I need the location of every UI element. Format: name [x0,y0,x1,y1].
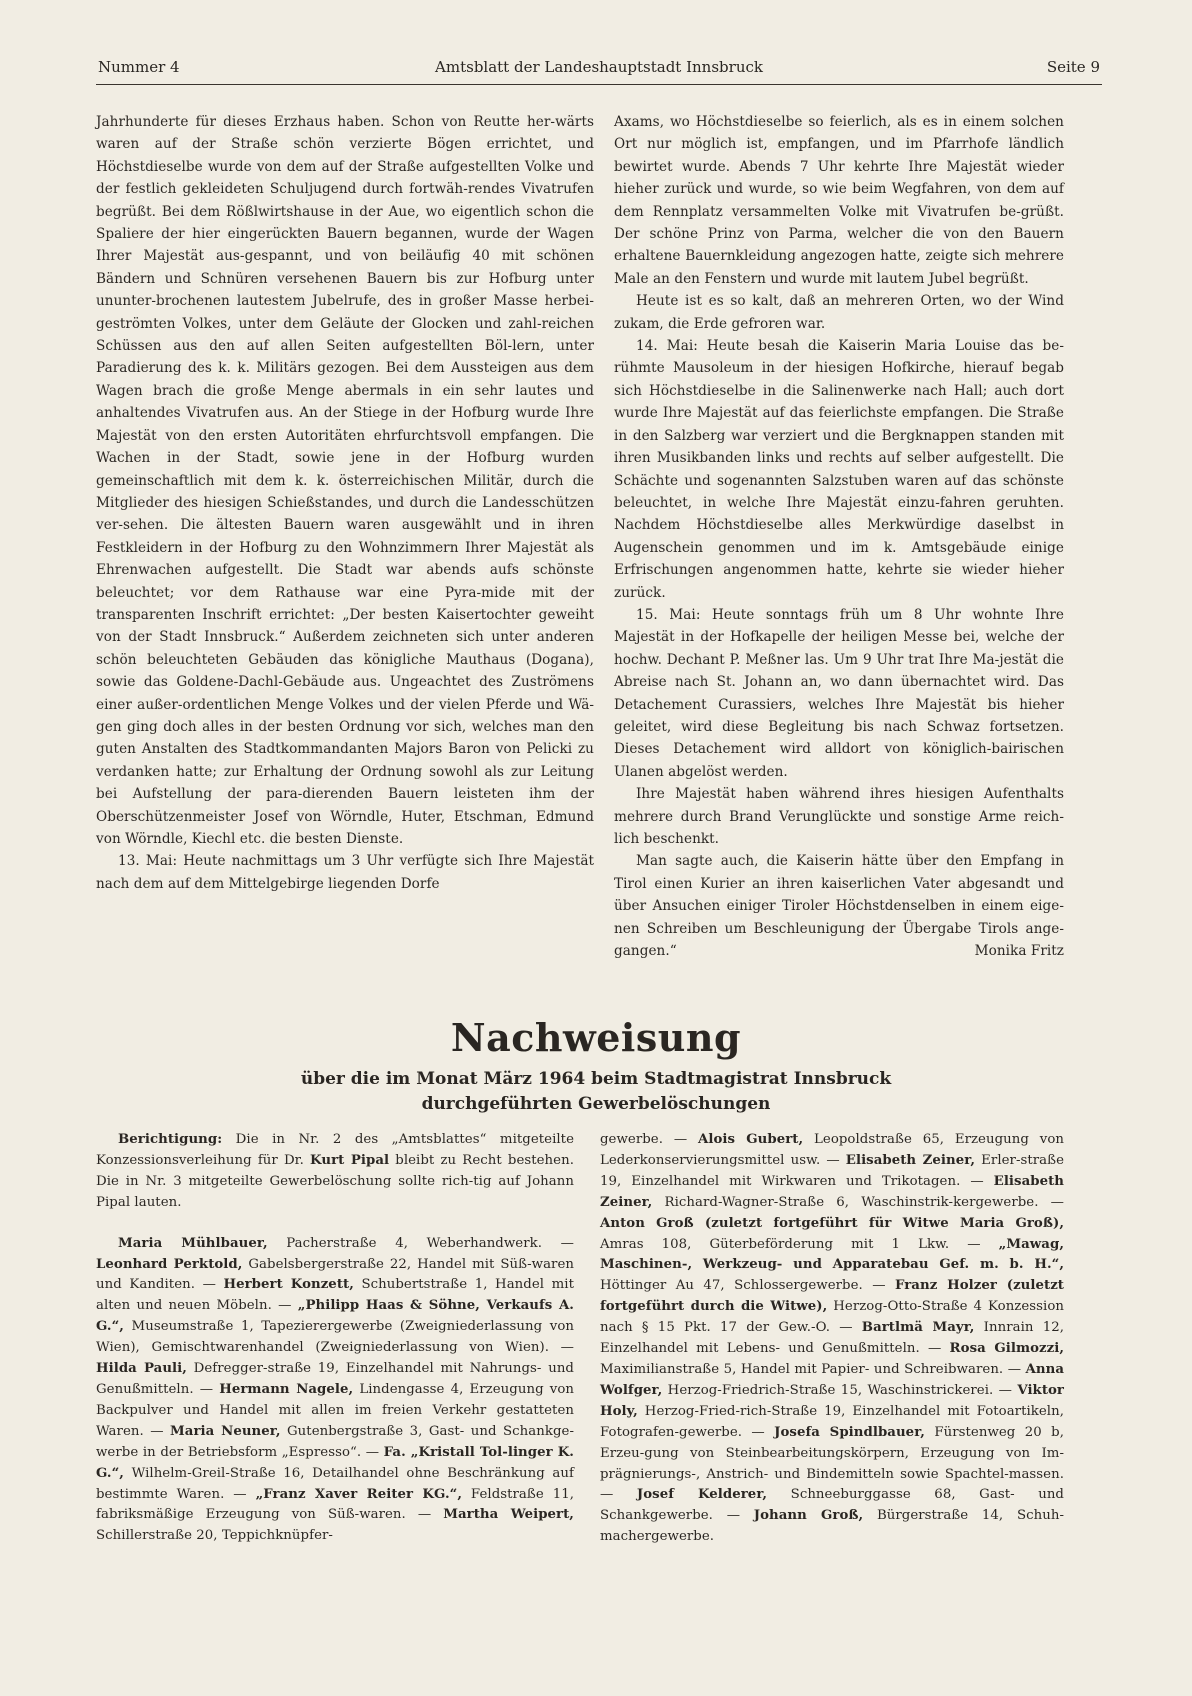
list-column-right [600,1130,1064,1548]
entry-name: „Mawag, Maschinen-, Werkzeug- und Apparatebau Gef. m. b. H.“, [600,1236,1064,1273]
entry-name: „Philipp Haas & Söhne, Verkaufs A. G.“, [96,1298,574,1335]
entry-name: Elisabeth Zeiner, [600,1173,1064,1210]
entry-name: Fa. „Kristall Tol-linger K. G.“, [96,1444,574,1481]
entry-name: Bartlmä Mayr, [861,1320,975,1336]
entry-name: Leonhard Perktold, [96,1256,243,1272]
entry-name: Josefa Spindlbauer, [774,1424,925,1440]
entry-name: Johann Groß, [753,1508,864,1524]
article-paragraph: Heute ist es so kalt, daß an mehreren Orten, wo der Wind zukam, die Erde gefroren war. [614,293,1064,332]
entry-name: Herbert Konzett, [223,1277,354,1293]
author-signature: Monika Fritz [974,943,1064,960]
entry-name: Rosa Gilmozzi, [949,1341,1064,1357]
entry-name: Anton Groß (zuletzt fortgeführt für Witwe Maria Groß), [600,1215,1064,1231]
entry-name: Kurt Pipal [310,1152,390,1168]
section-subtitle: über die im Monat März 1964 beim Stadtmagistrat Innsbruck [300,1069,892,1089]
deletion-list: gewerbe. — Alois Gubert, Leopoldstraße 65, Erzeugung von Lederkonservierungsmittel usw. — Elisabeth Zeiner, Erler-straße 19, Einzelhandel mit Wirkwaren und Trikotagen. — Elisabeth Zeiner, Richard-Wagner-Straße 6, Waschinstrik-kergewerbe. — Anton Groß (zuletzt fortgeführt für Witwe Maria Groß), Amras 108, Güterbeförderung mit 1 Lkw. — „Mawag, Maschinen-, Werkzeug- und Apparatebau Gef. m. b. H.“, Höttinger Au 47, Schlossergewerbe. — Franz Holzer (zuletzt fortgeführt durch die Witwe), Herzog-Otto-Straße 4 Konzession nach § 15 Pkt. 17 der Gew.-O. — Bartlmä Mayr, Innrain 12, Einzelhandel mit Lebens- und Genußmitteln. — Rosa Gilmozzi, Maximilianstraße 5, Handel mit Papier- und Schreibwaren. — Anna Wolfger, Herzog-Friedrich-Straße 15, Waschinstrickerei. — Viktor Holy, Herzog-Fried-rich-Straße 19, Einzelhandel mit Fotoartikeln, Fotografen-gewerbe. — Josefa Spindlbauer, Fürstenweg 20 b, Erzeu-gung von Steinbearbeitungskörpern, Erzeugung von Im-prägnierungs-, Anstrich- und Bindemitteln sowie Spachtel-massen. — Josef Kelderer, Schneeburggasse 68, Gast- und Schankgewerbe. — Johann Groß, Bürgerstraße 14, Schuh-machergewerbe. [600,1132,1065,1545]
entry-name: Hermann Nagele, [219,1381,354,1397]
section-title: Nachweisung [450,1015,742,1060]
page-number: Seite 9 [1046,58,1100,76]
entry-name: Elisabeth Zeiner, [845,1152,976,1168]
article-paragraph: Axams, wo Höchstdieselbe so feierlich, als es in einem solchen Ort nur möglich ist, empfangen, und im Pfarrhofe ländlich bewirtet wurde. Abends 7 Uhr kehrte Ihre Majestät wieder hieher zurück und wurde, so wie beim Wegfahren, von dem auf dem Rennplatz versammelten Volke mit Vivatrufen be-grüßt. Der schöne Prinz von Parma, welcher die von den Bauern erhaltene Bauernkleidung angezogen hatte, zeigte sich mehrere Male an den Fenstern und wurde mit lautem Jubel begrüßt. [614,114,1064,287]
article-paragraph: Man sagte auch, die Kaiserin hätte über den Empfang in Tirol einen Kurier an ihren kaiserlichen Vater abgesandt und über Ansuchen einiger Tiroler Höchstdenselben in einem eige-nen Schreiben um Beschleunigung der Übergabe Tirols ange-gangen.“ [614,853,1064,960]
article-paragraph: 13. Mai: Heute nachmittags um 3 Uhr verfügte sich Ihre Majestät nach dem auf dem Mittelgebirge liegenden Dorfe [96,853,594,892]
entry-name: Hilda Pauli, [96,1361,187,1377]
publication-title: Amtsblatt der Landeshauptstadt Innsbruck [435,58,763,76]
entry-name: Martha Weipert, [443,1507,574,1523]
section-subtitle: durchgeführten Gewerbelöschungen [421,1094,771,1114]
entry-name: „Franz Xaver Reiter KG.“, [255,1486,462,1502]
entry-name: Viktor Holy, [600,1382,1064,1419]
article-paragraph: 15. Mai: Heute sonntags früh um 8 Uhr wohnte Ihre Majestät in der Hofkapelle der heiligen Messe bei, welche der hochw. Dechant P. Meßner las. Um 9 Uhr trat Ihre Ma-jestät die Abreise nach St. Johann an, wo dann übernachtet wird. Das Detachement Curassiers, welches Ihre Majestät bis hieher geleitet, wird diese Begleitung bis nach Schwaz fortsetzen. Dieses Detachement wird alldort von königlich-bairischen Ulanen abgelöst werden. [614,606,1064,780]
correction-label: Berichtigung: [118,1132,223,1147]
deletion-list: Maria Mühlbauer, Pacherstraße 4, Weberhandwerk. — Leonhard Perktold, Gabelsbergerstraße 22, Handel mit Süß-waren und Kanditen. — Herbert Konzett, Schubertstraße 1, Handel mit alten und neuen Möbeln. — „Philipp Haas & Söhne, Verkaufs A. G.“, Museumstraße 1, Tapezierergewerbe (Zweigniederlassung von Wien), Gemischtwarenhandel (Zweigniederlassung von Wien). — Hilda Pauli, Defregger-straße 19, Einzelhandel mit Nahrungs- und Genußmitteln. — Hermann Nagele, Lindengasse 4, Erzeugung von Backpulver und Handel mit allen im freien Verkehr gestatteten Waren. — Maria Neuner, Gutenbergstraße 3, Gast- und Schankge-werbe in der Betriebsform „Espresso“. — Fa. „Kristall Tol-linger K. G.“, Wilhelm-Greil-Straße 16, Detailhandel ohne Beschränkung auf bestimmte Waren. — „Franz Xaver Reiter KG.“, Feldstraße 11, fabriksmäßige Erzeugung von Süß-waren. — Martha Weipert, Schillerstraße 20, Teppichknüpfer- [96,1235,575,1544]
entry-name: Maria Mühlbauer, [118,1235,268,1251]
list-column-left [96,1130,574,1547]
entry-name: Franz Holzer (zuletzt fortgeführt durch die Witwe), [600,1278,1064,1315]
page-header [98,58,1100,82]
article-column-left [96,111,594,895]
header-rule [96,84,1102,85]
correction-notice: Berichtigung: Die in Nr. 2 des „Amtsblattes“ mitgeteilte Konzessionsverleihung für Dr. Kurt Pipal bleibt zu Recht bestehen. Die in Nr. 3 mitgeteilte Gewerbelöschung sollte rich-tig auf Johann Pipal lauten. [96,1132,574,1210]
entry-name: Josef Kelderer, [636,1487,768,1503]
article-paragraph: 14. Mai: Heute besah die Kaiserin Maria Louise das be-rühmte Mausoleum in der hiesigen Hofkirche, hierauf begab sich Höchstdieselbe in die Salinenwerke nach Hall; auch dort wurde Ihre Majestät auf das feierlichste empfangen. Die Straße in den Salzberg war verziert und die Bergknappen standen mit ihren Musikbanden links und rechts auf selber aufgestellt. Die Schächte und sogenannten Salzstuben waren auf das schönste beleuchtet, in welche Ihre Majestät einzu-fahren geruhten. Nachdem Höchstdieselbe alles Merkwürdige daselbst in Augenschein genommen und im k. Amtsgebäude einige Erfrischungen angenommen hatte, kehrte sie wieder hieher zurück. [614,338,1064,601]
article-paragraph: Jahrhunderte für dieses Erzhaus haben. Schon von Reutte her-wärts waren auf der Straße schön verzierte Bögen errichtet, und Höchstdieselbe wurde von dem auf der Straße aufgestellten Volke und der festlich gekleideten Schuljugend durch fortwäh-rendes Vivatrufen begrüßt. Bei dem Rößlwirtshause in der Aue, wo eigentlich schon die Spaliere der hier eingerückten Bauern begannen, wurde der Wagen Ihrer Majestät aus-gespannt, und von beiläufig 40 mit schönen Bändern und Schnüren versehenen Bauern bis zur Hofburg unter ununter-brochenen lautestem Jubelrufe, des in großer Masse herbei-geströmten Volkes, unter dem Geläute der Glocken und zahl-reichen Schüssen aus den auf allen Seiten aufgestellten Böl-lern, unter Paradierung des k. k. Militärs gezogen. Bei dem Aussteigen aus dem Wagen brach die große Menge abermals in ein sehr lautes und anhaltendes Vivatrufen aus. An der Stiege in der Hofburg wurde Ihre Majestät von den ersten Autoritäten ehrfurchtsvoll empfangen. Die Wachen in der Stadt, sowie jene in der Hofburg wurden gemeinschaftlich mit dem k. k. österreichischen Militär, durch die Mitglieder des hiesigen Schießstandes, und durch die Landesschützen ver-sehen. Die ältesten Bauern waren ausgewählt und in ihren Festkleidern in der Hofburg zu den Wohnzimmern Ihrer Majestät als Ehrenwachen aufgestellt. Die Stadt war abends aufs schönste beleuchtet; vor dem Rathause war eine Pyra-mide mit der transparenten Inschrift errichtet: „Der besten Kaisertochter geweiht von der Stadt Innsbruck.“ Außerdem zeichneten sich unter anderen schön beleuchteten Gebäuden das königliche Mauthaus (Dogana), sowie das Goldene-Dachl-Gebäude aus. Ungeachtet des Zuströmens einer außer-ordentlichen Menge Volkes und der vielen Pferde und Wä-gen ging doch alles in der besten Ordnung vor sich, welches man den guten Anstalten des Stadtkommandanten Majors Baron von Pelicki zu verdanken hatte; zur Erhaltung der Ordnung sowohl als zur Leitung bei Aufstellung der para-dierenden Bauern leisteten ihm der Oberschützenmeister Josef von Wörndle, Huter, Etschman, Edmund von Wörndle, Kiechl etc. die besten Dienste. [96,114,594,847]
issue-number: Nummer 4 [98,58,180,76]
article-paragraph: Ihre Majestät haben während ihres hiesigen Aufenthalts mehrere durch Brand Verunglückte und sonstige Arme reich-lich beschenkt. [614,786,1064,847]
entry-name: Anna Wolfger, [600,1361,1064,1398]
entry-name: Alois Gubert, [698,1132,804,1147]
article-column-right [614,111,1064,963]
entry-name: Maria Neuner, [170,1423,281,1439]
